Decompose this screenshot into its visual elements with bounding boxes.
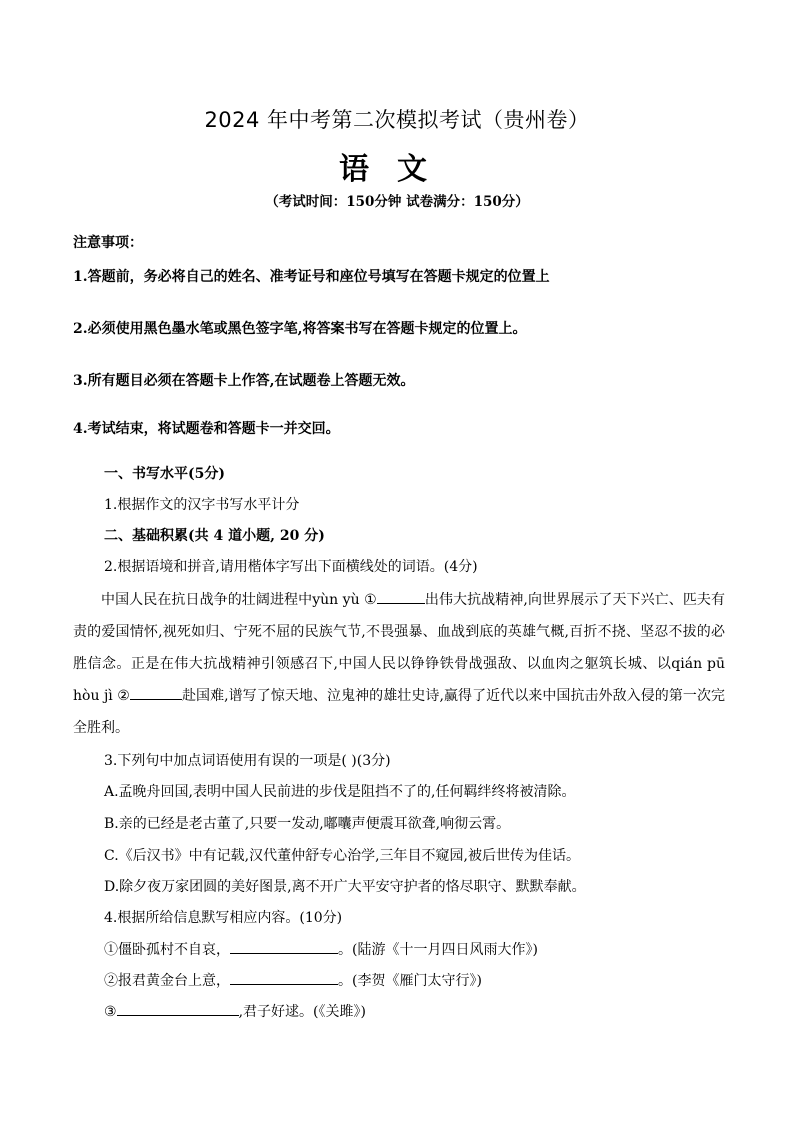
question-1: 1.根据作文的汉字书写水平计分 — [104, 497, 300, 513]
answer-blank-3[interactable] — [230, 939, 338, 954]
passage-text: 赴国难,谱写了惊天地、泣鬼神的雄壮史诗,赢得了近代以来中国抗击外敌入侵的第一次完全胜利。 — [73, 688, 725, 736]
passage-text: 出伟大抗战精神,向世界展示了天下兴亡、匹夫有责的爱国情怀,视死如归、宁死不屈的民族气节,不畏强暴、血战到底的英雄气概,百折不挠、坚忍不拔的必胜信念。正是在伟大抗战精神引领感召下,中国人民以铮铮铁骨战强敌、以血肉之躯筑长城、以qián pū hòu jì ② — [73, 592, 726, 704]
exam-title: 2024 年中考第二次模拟考试（贵州卷） — [204, 108, 590, 132]
notice-heading: 注意事项： — [73, 235, 143, 251]
recitation-text: 。(李贺《雁门太守行》) — [338, 973, 482, 989]
recitation-text: ①僵卧孤村不自哀， — [104, 942, 230, 958]
recitation-text: ②报君黄金台上意， — [104, 973, 230, 989]
answer-blank-1[interactable] — [377, 589, 425, 604]
subject-title: 语文 — [339, 152, 455, 187]
answer-blank-4[interactable] — [230, 970, 338, 985]
notice-item: 3.所有题目必须在答题卡上作答,在试题卷上答题无效。 — [73, 373, 415, 389]
option-a: A.孟晚舟回国,表明中国人民前进的步伐是阻挡不了的,任何羁绊终将被清除。 — [104, 784, 576, 800]
question-3: 3.下列句中加点词语使用有误的一项是( )(3分) — [104, 753, 391, 769]
recitation-text: 。(陆游《十一月四日风雨大作》) — [338, 942, 538, 958]
option-b: B.亲的已经是老古董了,只要一发动,嘟囔声便震耳欲聋,响彻云霄。 — [104, 816, 511, 832]
section-heading: 一、书写水平(5分) — [104, 466, 225, 482]
recitation-item-1 — [104, 939, 538, 959]
option-d: D.除夕夜万家团圆的美好图景,离不开广大平安守护者的恪尽职守、默默奉献。 — [104, 879, 586, 895]
recitation-text: ,君子好逑。(《关雎》) — [238, 1004, 366, 1020]
recitation-item-2 — [104, 970, 482, 990]
recitation-text: ③ — [104, 1004, 117, 1020]
answer-blank-2[interactable] — [130, 685, 182, 700]
exam-info: （考试时间：150分钟 试卷满分：150分） — [265, 194, 529, 210]
notice-item: 2.必须使用黑色墨水笔或黑色签字笔,将答案书写在答题卡规定的位置上。 — [73, 321, 527, 337]
notice-item: 1.答题前，务必将自己的姓名、准考证号和座位号填写在答题卡规定的位置上 — [73, 269, 550, 285]
option-c: C.《后汉书》中有记载,汉代董仲舒专心治学,三年目不窥园,被后世传为佳话。 — [104, 848, 581, 864]
question-2: 2.根据语境和拼音,请用楷体字写出下面横线处的词语。(4分) — [104, 559, 478, 575]
passage-text: 中国人民在抗日战争的壮阔进程中yùn yù ① — [101, 592, 377, 608]
question-4: 4.根据所给信息默写相应内容。(10分) — [104, 910, 343, 926]
notice-item: 4.考试结束，将试题卷和答题卡一并交回。 — [73, 421, 340, 437]
section-heading: 二、基础积累(共 4 道小题, 20 分) — [104, 528, 325, 544]
reading-passage — [73, 584, 725, 744]
recitation-item-3 — [104, 1001, 366, 1021]
answer-blank-5[interactable] — [117, 1001, 239, 1016]
